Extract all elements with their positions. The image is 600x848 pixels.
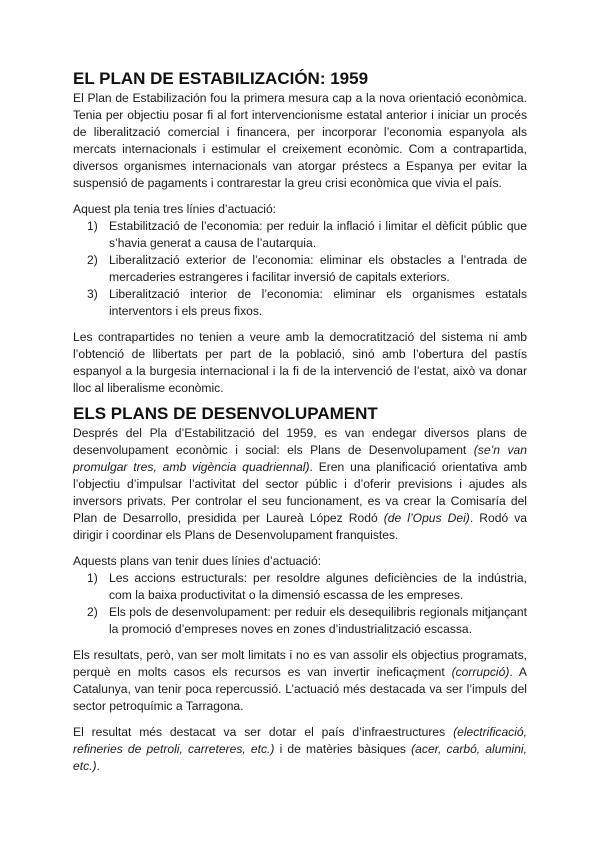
list-item-text: Estabilització de l’economia: per reduir la inflació i limitar el dèficit públic que s’havia generat a causa de l’autarquia.: [109, 219, 527, 250]
list-item-text: Els pols de desenvolupament: per reduir els desequilibris regionals mitjançant la promoció d’empreses noves en zones d’industrialització escassa.: [109, 605, 527, 636]
list-item: [73, 286, 527, 320]
text-run: Els resultats, però, van ser molt limitats i no es van assolir els objectius programats, perquè en molts casos els recursos es van invertir ineficaçment: [73, 648, 527, 679]
list-item: [73, 218, 527, 252]
text-run: . Rodó va dirigir i coordinar els Plans de Desenvolupament franquistes.: [73, 511, 528, 542]
text-run: El resultat més destacat va ser dotar el país d’infraestructures: [73, 725, 454, 739]
list-item-text: Liberalització exterior de l’economia: eliminar els obstacles a l’entrada de mercaderies estrangeres i facilitar inversió de capitals exteriors.: [109, 253, 527, 284]
document-body: [73, 68, 527, 775]
stabilization-conclusion-paragraph: Les contrapartides no tenien a veure amb la democratització del sistema ni amb l’obtenció de llibertats per part de la població, sinó amb l’obertura del pastís espanyol a la burgesia internacional i la fi de la intervenció de l’estat, això va donar lloc al liberalisme econòmic.: [73, 330, 527, 395]
section-title-development-plans: ELS PLANS DE DESENVOLUPAMENT: [73, 404, 378, 423]
development-lines-intro: Aquests plans van tenir dues línies d’actuació:: [73, 554, 322, 568]
text-run: Després del Pla d’Estabilització del 1959, es van endegar diversos plans de desenvolupament econòmic i social: els Plans de Desenvolupament: [73, 426, 527, 457]
stabilization-intro-paragraph: El Plan de Estabilización fou la primera mesura cap a la nova orientació econòmica. Tenia per objectiu posar fi al fort intervencionisme estatal anterior i iniciar un procés de liberalització comercial i financera, per incorporar l’economia espanyola als mercats internacionals i estimular el creixement econòmic. Com a contrapartida, diversos organismes internacionals van atorgar préstecs a Espanya per evitar la suspensió de pagaments i contrarestar la greu crisi econòmica que vivia el país.: [73, 91, 527, 190]
list-number: 3): [87, 287, 98, 301]
development-results-paragraph: [73, 647, 527, 715]
italic-text-run: (acer, carbó, alumini, etc.): [73, 742, 527, 773]
list-number: 2): [87, 253, 98, 267]
list-item-text: Liberalització interior de l’economia: eliminar els organismes estatals interventors i els preus fixos.: [109, 287, 527, 318]
list-number: 2): [87, 605, 98, 619]
list-number: 1): [87, 571, 98, 585]
text-run: . A Catalunya, van tenir poca repercussió. L’actuació més destacada va ser l’impuls del sector petroquímic a Tarragona.: [73, 665, 528, 713]
development-intro-paragraph: [73, 425, 527, 544]
stabilization-lines-intro: Aquest pla tenia tres línies d’actuació:: [73, 202, 277, 216]
italic-text-run: (de l’Opus Dei): [383, 511, 470, 525]
list-item-text: Les accions estructurals: per resoldre algunes deficiències de la indústria, com la baixa productivitat o la dimensió escassa de les empreses.: [109, 571, 527, 602]
development-outcome-paragraph: [73, 724, 527, 775]
italic-text-run: (se’n van promulgar tres, amb vigència quadriennal): [73, 443, 527, 474]
stabilization-lines-list: [73, 218, 527, 320]
development-lines-list: [73, 570, 527, 638]
list-item: [73, 604, 527, 638]
list-item: [73, 252, 527, 286]
italic-text-run: (corrupció): [451, 665, 510, 679]
list-item: [73, 570, 527, 604]
text-run: i de matèries bàsiques: [274, 742, 412, 756]
list-number: 1): [87, 219, 98, 233]
italic-text-run: (electrificació, refineries de petroli, carreteres, etc.): [73, 725, 527, 756]
text-run: .: [96, 759, 100, 773]
section-title-stabilization-plan: EL PLAN DE ESTABILIZACIÓN: 1959: [73, 69, 369, 88]
text-run: . Eren una planificació orientativa amb l’objectiu d’impulsar l’activitat del sector públic i d’oferir previsions i ajudes als inversors privats. Per controlar el seu funcionament, es va crear la Comisaría del Plan de Desarrollo, presidida per Laureà López Rodó: [73, 460, 527, 525]
